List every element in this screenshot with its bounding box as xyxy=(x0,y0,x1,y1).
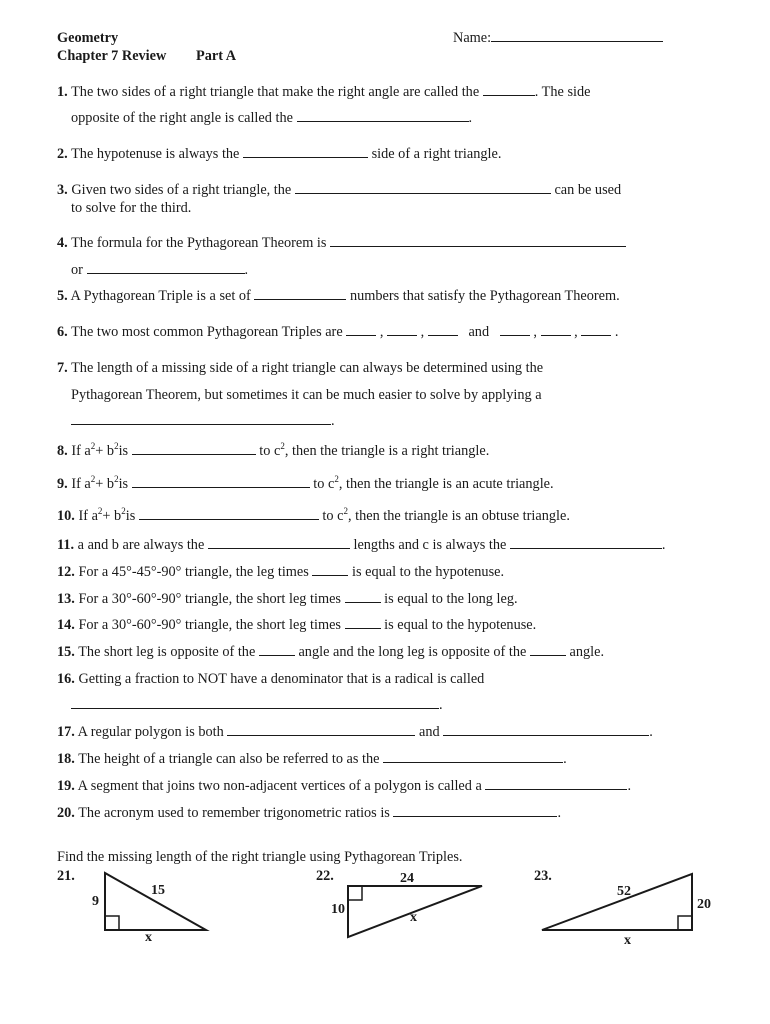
answer-blank[interactable] xyxy=(254,288,346,300)
question-6: 6. The two most common Pythagorean Triples are , , and , , . xyxy=(57,324,619,340)
question-20: 20. The acronym used to remember trigonometric ratios is . xyxy=(57,805,562,821)
question-1-cont: opposite of the right angle is called the . xyxy=(71,110,473,126)
question-3-cont: to solve for the third. xyxy=(71,200,192,216)
question-19: 19. A segment that joins two non-adjacent vertices of a polygon is called a . xyxy=(57,778,632,794)
name-label: Name: xyxy=(453,30,492,46)
question-14: 14. For a 30°-60°-90° triangle, the short leg times is equal to the hypotenuse. xyxy=(57,617,537,633)
answer-blank[interactable] xyxy=(346,324,376,336)
answer-blank[interactable] xyxy=(500,324,530,336)
question-17: 17. A regular polygon is both and . xyxy=(57,724,653,740)
answer-blank[interactable] xyxy=(259,644,295,656)
answer-blank[interactable] xyxy=(227,724,415,736)
course-title: Geometry xyxy=(57,30,119,46)
leg-label: 24 xyxy=(400,871,414,886)
question-10: 10. If $a^2+ b^2is$ to $c^2$, then the triangle is an obtuse triangle. xyxy=(57,506,570,524)
question-9: 9. If $a^2+ b^2is$ to $c^2$, then the triangle is an acute triangle. xyxy=(57,474,554,492)
answer-blank[interactable] xyxy=(345,617,381,629)
question-7: 7. The length of a missing side of a right triangle can always be determined using the xyxy=(57,360,544,376)
chapter-title: Chapter 7 Review xyxy=(57,48,167,64)
question-8: 8. If $a^2+ b^2is$ to $c^2$, then the triangle is a right triangle. xyxy=(57,441,490,459)
answer-blank[interactable] xyxy=(387,324,417,336)
triangle-21-figure xyxy=(95,868,215,946)
answer-blank[interactable] xyxy=(581,324,611,336)
answer-blank[interactable] xyxy=(345,591,381,603)
question-1: 1. The two sides of a right triangle that make the right angle are called the . The side xyxy=(57,84,591,100)
hypotenuse-label: 15 xyxy=(151,883,165,898)
answer-blank[interactable] xyxy=(71,413,331,425)
answer-blank[interactable] xyxy=(428,324,458,336)
leg-label: 9 xyxy=(92,894,99,909)
answer-blank[interactable] xyxy=(243,146,368,158)
answer-blank[interactable] xyxy=(510,537,662,549)
answer-blank[interactable] xyxy=(132,443,256,455)
answer-blank[interactable] xyxy=(139,508,319,520)
question-15: 15. The short leg is opposite of the angle and the long leg is opposite of the angle. xyxy=(57,644,605,660)
problem-number: 21. xyxy=(57,868,75,884)
question-13: 13. For a 30°-60°-90° triangle, the short leg times is equal to the long leg. xyxy=(57,591,518,607)
question-4-cont: or . xyxy=(71,262,249,278)
question-16-cont: . xyxy=(71,697,443,714)
question-11: 11. a and b are always the lengths and c is always the . xyxy=(57,537,666,553)
part-label: Part A xyxy=(196,48,237,64)
answer-blank[interactable] xyxy=(393,805,557,817)
question-18: 18. The height of a triangle can also be referred to as the . xyxy=(57,751,567,767)
question-4: 4. The formula for the Pythagorean Theorem is xyxy=(57,235,626,252)
question-2: 2. The hypotenuse is always the side of a right triangle. xyxy=(57,146,502,162)
leg-label: 10 xyxy=(331,902,345,917)
question-16: 16. Getting a fraction to NOT have a denominator that is a radical is called xyxy=(57,671,485,687)
problem-number: 22. xyxy=(316,868,334,884)
question-7-cont: Pythagorean Theorem, but sometimes it can be much easier to solve by applying a xyxy=(71,387,542,403)
question-3: 3. Given two sides of a right triangle, the can be used xyxy=(57,182,622,198)
answer-blank[interactable] xyxy=(330,235,626,247)
question-5: 5. A Pythagorean Triple is a set of numbers that satisfy the Pythagorean Theorem. xyxy=(57,288,620,304)
answer-blank[interactable] xyxy=(312,564,348,576)
name-blank[interactable] xyxy=(491,30,663,42)
unknown-label: x xyxy=(145,930,152,945)
question-7-cont2: . xyxy=(71,413,335,430)
triangle-23-figure xyxy=(538,870,698,936)
answer-blank[interactable] xyxy=(132,476,310,488)
answer-blank[interactable] xyxy=(485,778,627,790)
section-instruction: Find the missing length of the right triangle using Pythagorean Triples. xyxy=(57,849,463,865)
answer-blank[interactable] xyxy=(297,110,469,122)
name-field[interactable] xyxy=(453,30,663,47)
unknown-label: x xyxy=(410,910,417,925)
answer-blank[interactable] xyxy=(530,644,566,656)
answer-blank[interactable] xyxy=(443,724,649,736)
leg-label: 20 xyxy=(697,897,711,912)
answer-blank[interactable] xyxy=(483,84,535,96)
answer-blank[interactable] xyxy=(383,751,563,763)
question-12: 12. For a 45°-45°-90° triangle, the leg times is equal to the hypotenuse. xyxy=(57,564,505,580)
answer-blank[interactable] xyxy=(295,182,551,194)
problem-number: 23. xyxy=(534,868,552,884)
answer-blank[interactable] xyxy=(541,324,571,336)
hypotenuse-label: 52 xyxy=(617,884,631,899)
unknown-label: x xyxy=(624,933,631,948)
answer-blank[interactable] xyxy=(87,262,245,274)
answer-blank[interactable] xyxy=(71,697,439,709)
answer-blank[interactable] xyxy=(208,537,350,549)
